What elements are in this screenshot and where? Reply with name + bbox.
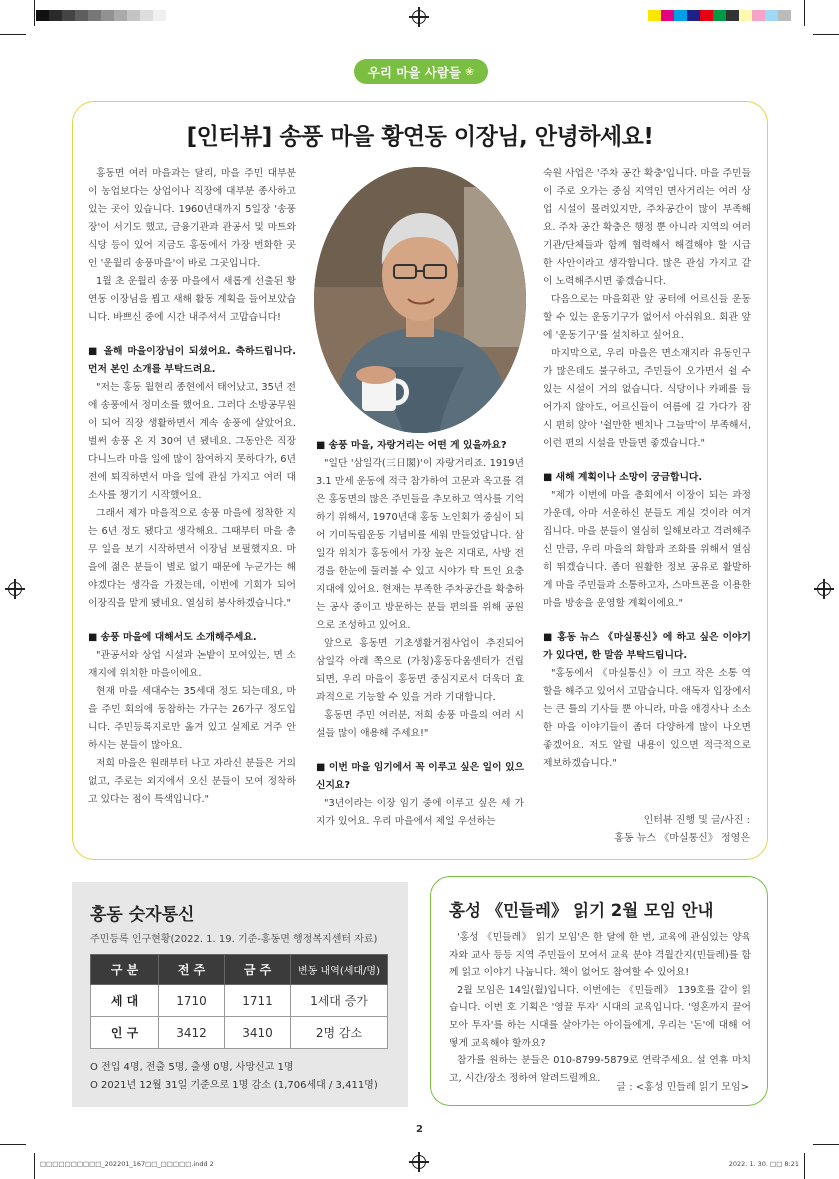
population-table (90, 954, 388, 1049)
credit-line: 홍동 뉴스 《마실통신》 정영은 (614, 833, 750, 844)
table-row (91, 985, 388, 1017)
paragraph: "홍동에서 《마실통신》이 크고 작은 소통 역할을 해주고 있어서 고맙습니다. 애독자 입장에서는 큰 틀의 기사들 뿐 아니라, 마을 애경사나 소소한 마을 이야기들이 좀더 다양하게 많이 나오면 좋겠어요. 저도 알릴 내용이 있으면 적극적으로 제보하겠습니다." (543, 668, 751, 769)
sprout-icon: ❀ (465, 65, 475, 78)
paragraph: 숙원 사업은 '주차 공간 확충'입니다. 마을 주민들이 주로 오가는 중심 지역인 면사거리는 여러 상업 시설이 몰려있지만, 주차공간이 많이 부족해요. 주차 공간 확충은 행정 뿐 아니라 지역의 여러 기관/단체들과 함께 협력해서 해결해야 할 시급한 사안이라고 생각합니다. 많은 관심 가지고 같이 노력해주시면 좋겠습니다. (543, 168, 751, 287)
crop-mark (804, 0, 805, 26)
paragraph: "일단 '삼일각(三日閣)'이 자랑거리죠. 1919년 3.1 만세 운동에 적극 참가하여 고문과 옥고를 겪은 홍동면의 많은 주민들을 추모하고 역사를 기억하기 위해서, 1970년대 홍동 노인회가 중심이 되어 기미독립운동 기념비를 세워 만들었답니다. 삼일각 위치가 홍동에서 가장 높은 지대로, 사방 전경을 한눈에 둘러볼 수 있고 시야가 탁 트인 요충 지대에 있어요. 현재는 부족한 주차공간을 확충하는 공사 중이고 방문하는 분들 편의를 위해 공원으로 조성하고 있어요. (316, 458, 524, 631)
table-header-row (91, 955, 388, 985)
notice-title: 홍성 《민들레》 읽기 2월 모임 안내 (449, 901, 714, 920)
registration-mark-icon (412, 10, 426, 24)
registration-mark-icon (8, 582, 22, 596)
crop-mark (804, 1153, 805, 1179)
table-cell: 1710 (159, 985, 225, 1017)
interview-question: ■ 이번 마을 임기에서 꼭 이루고 싶은 일이 있으신지요? (316, 762, 524, 791)
crop-mark (813, 34, 839, 35)
population-stats-box (72, 882, 408, 1107)
article-column-3 (543, 165, 751, 773)
interview-question: ■ 송풍 마을에 대해서도 소개해주세요. (88, 632, 257, 643)
article-column-2 (316, 437, 524, 831)
file-slug: □□□□□□□□□□_202201_167□□_□□□□□.indd 2 (40, 1160, 214, 1168)
page-number: 2 (416, 1124, 423, 1135)
table-cell: 인 구 (91, 1017, 159, 1049)
section-tag-label: 우리 마을 사람들 (367, 64, 461, 80)
interview-question: ■ 송풍 마을, 자랑거리는 어떤 게 있을까요? (316, 440, 507, 451)
paragraph: 다음으로는 마을회관 앞 공터에 어르신들 운동할 수 있는 운동기구가 없어서 아쉬워요. 회관 앞에 '운동기구'를 설치하고 싶어요. (543, 294, 751, 341)
interview-question: ■ 새해 계획이나 소망이 궁금합니다. (543, 472, 703, 483)
credit-line: 인터뷰 진행 및 글/사진 : (643, 815, 750, 826)
stats-note: O 전입 4명, 전출 5명, 출생 0명, 사망신고 1명 (90, 1062, 294, 1073)
paragraph: 1월 초 운월리 송풍 마을에서 새롭게 선출된 황연동 이장님을 뵙고 새해 활동 계획을 들어보았습니다. 바쁘신 중에 시간 내주셔서 고맙습니다! (88, 276, 296, 323)
notice-signature: 글 : <홍성 민들레 읽기 모임> (616, 1082, 749, 1093)
paragraph: 앞으로 홍동면 기초생활거점사업이 추진되어 삼일각 아래 쪽으로 (가칭)홍동다움센터가 건립되면, 우리 마을이 홍동면 중심지로서 더욱더 효과적으로 기능할 수 있을 거라 기대합니다. (316, 638, 524, 703)
article-credit (545, 812, 750, 848)
crop-mark (0, 34, 26, 35)
table-row (91, 1017, 388, 1049)
interview-question: ■ 홍동 뉴스 《마실통신》에 하고 싶은 이야기가 있다면, 한 말씀 부탁드립니다. (543, 632, 751, 661)
table-cell: 1세대 증가 (291, 985, 388, 1017)
date-slug: 2022. 1. 30. □□ 8:21 (728, 1160, 799, 1168)
article-column-1 (88, 165, 296, 809)
crop-mark (813, 1144, 839, 1145)
paragraph: 저희 마을은 원래부터 나고 자라신 분들은 거의 없고, 주로는 외지에서 오신 분들이 모여 정착하고 있다는 점이 특색입니다." (88, 758, 296, 805)
table-header: 금 주 (225, 955, 291, 985)
crop-mark (0, 1144, 26, 1145)
table-header: 전 주 (159, 955, 225, 985)
registration-mark-icon (817, 582, 831, 596)
stats-note: O 2021년 12월 31일 기준으로 1명 감소 (1,706세대 / 3,411명) (90, 1080, 378, 1091)
paragraph: "관공서와 상업 시설과 논밭이 모여있는, 면 소재지에 위치한 마을이에요. (88, 650, 296, 679)
grayscale-swatches (36, 10, 166, 21)
paragraph: "3년이라는 이장 임기 중에 이루고 싶은 세 가지가 있어요. 우리 마을에서 제일 우선하는 (316, 798, 524, 827)
registration-mark-icon (412, 1155, 426, 1169)
stats-title: 홍동 숫자통신 (90, 905, 195, 925)
table-header: 구 분 (91, 955, 159, 985)
paragraph: 현재 마을 세대수는 35세대 정도 되는데요, 마을 주민 회의에 동참하는 가구는 26가구 정도입니다. 주민등록지로만 옮겨 있고 실제로 거주 안 하시는 분들이 많아요. (88, 686, 296, 751)
color-swatches (648, 10, 791, 21)
paragraph: "저는 홍동 월현리 종현에서 태어났고, 35년 전에 송풍에서 정미소를 했어요. 그러다 소방공무원이 되어 직장 생활하면서 계속 송풍에 살았어요. 벌써 송풍 온 지 30여 년 됐네요. 그동안은 직장 다니느라 마을 일에 많이 참여하지 못하다가, 6년 전에 퇴직하면서 마을 일에 관심 가지고 여러 대소사를 챙기기 시작했어요. (88, 382, 296, 501)
reading-club-notice (430, 876, 768, 1106)
portrait-illustration (314, 167, 526, 433)
paragraph: "제가 이번에 마을 총회에서 이장이 되는 과정 가운데, 아마 서운하신 분들도 계실 것이라 여겨집니다. 마을 분들이 열심히 일해보라고 격려해주신 만큼, 우리 마을의 화합과 조화를 위해서 열심히 뛰겠습니다. 좀더 원활한 정보 공유로 활발하게 마을 주민들과 소통하고자, 스마트폰을 이용한 마을 방송을 운영할 계획이에요." (543, 490, 751, 609)
stats-subtitle: 주민등록 인구현황(2022. 1. 19. 기준-홍동면 행정복지센터 자료) (90, 934, 378, 945)
interviewee-photo (314, 167, 526, 433)
table-cell: 세 대 (91, 985, 159, 1017)
paragraph: 마지막으로, 우리 마을은 면소재지라 유동인구가 많은데도 불구하고, 주민들이 오가면서 쉴 수 있는 시설이 거의 없습니다. 식당이나 카페를 들어가지 않아도, 어르신들이 여름에 길 가다가 잠시 편히 앉아 '쉴만한 벤치나 그늘막'이 부족해서, 이런 편의 시설을 만들면 좋겠습니다." (543, 348, 751, 449)
article-title: [인터뷰] 송풍 마을 황연동 이장님, 안녕하세요! (186, 124, 654, 150)
paragraph: 그래서 제가 마을적으로 송풍 마을에 정착한 지는 6년 정도 됐다고 생각해요. 그때부터 마을 총무 일을 보기 시작하면서 이장님 보필했지요. 마을에 젊은 분들이 별로 없기 때문에 누군가는 해야겠다는 생각을 가졌는데, 이번에 기회가 되어 이장직을 맡게 됐네요. 열심히 봉사하겠습니다." (88, 508, 296, 609)
table-cell: 3410 (225, 1017, 291, 1049)
table-cell: 3412 (159, 1017, 225, 1049)
table-cell: 2명 감소 (291, 1017, 388, 1049)
notice-body (449, 929, 751, 1087)
paragraph: 홍동면 주민 여러분, 저희 송풍 마을의 여러 시설들 많이 애용해 주세요!" (316, 710, 524, 739)
section-tag (354, 59, 488, 84)
crop-mark (34, 1153, 35, 1179)
paragraph: 홍동면 여러 마을과는 달리, 마을 주민 대부분이 농업보다는 상업이나 직장에 대부분 종사하고 있는 곳이 있습니다. 1960년대까지 5일장 '송풍장'이 서기도 했고, 금융기관과 관공서 및 마트와 식당 등이 있어 지금도 홍동에서 가장 번화한 곳인 '운월리 송풍마을'이 바로 그곳입니다. (88, 168, 296, 269)
paragraph: '홍성 《민들레》 읽기 모임'은 한 달에 한 번, 교육에 관심있는 양육자와 교사 등등 지역 주민들이 모여서 교육 분야 격월간지(민들레)를 함께 읽고 이야기 나눕니다. 책이 없어도 참여할 수 있어요! (449, 932, 751, 979)
interview-question: ■ 올해 마을이장님이 되셨어요. 축하드립니다. 먼저 본인 소개를 부탁드려요. (88, 346, 296, 375)
crop-mark (34, 0, 35, 26)
paragraph: 참가를 원하는 분들은 010-8799-5879로 연락주세요. 설 연휴 마치고, 시간/장소 정하여 알려드릴께요. (449, 1055, 751, 1084)
paragraph: 2월 모임은 14일(월)입니다. 이번에는 《민들레》 139호를 같이 읽습니다. 이번 호 기획은 '영끌 투자' 시대의 교육입니다. '영혼까지 끌어모아 투자'를 하는 시대를 살아가는 아이들에게, 우리는 '돈'에 대해 어떻게 교육해야 할까요? (449, 984, 751, 1049)
table-cell: 1711 (225, 985, 291, 1017)
table-header: 변동 내역(세대/명) (291, 955, 388, 985)
